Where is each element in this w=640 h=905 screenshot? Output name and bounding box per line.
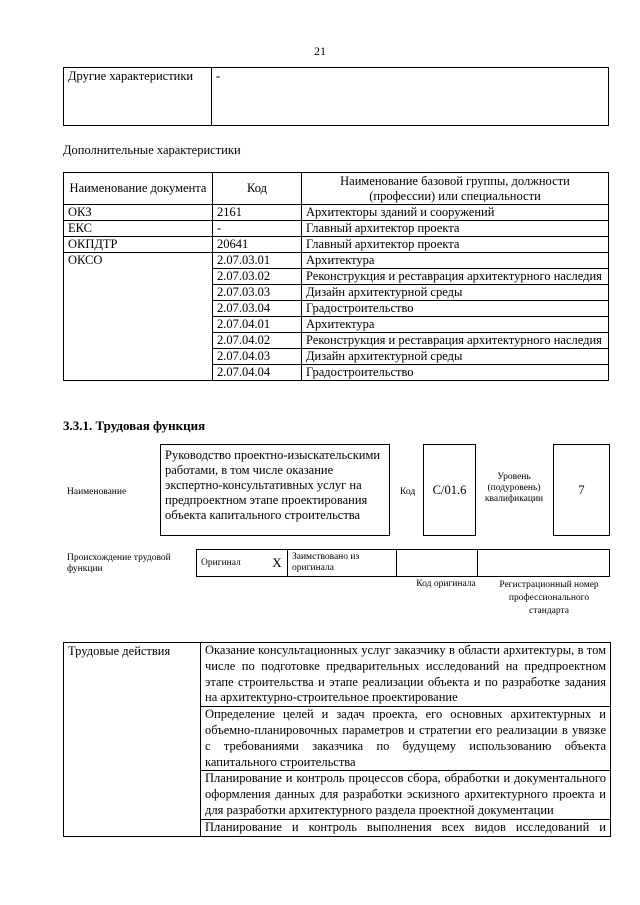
function-level-value: 7 [578, 482, 585, 497]
other-characteristics-table [63, 67, 609, 126]
origin-borrowed-label: Заимствовано из оригинала [288, 550, 397, 577]
function-level-box [553, 444, 610, 536]
origin-reg-caption: Регистрационный номер профессионального стандарта [499, 580, 599, 616]
row-name: Архитекторы зданий и сооружений [302, 205, 609, 221]
row-doc: ЕКС [64, 221, 213, 237]
actions-table [63, 642, 611, 837]
row-name: Архитектура [302, 317, 609, 333]
row-code: 20641 [213, 237, 302, 253]
other-characteristics-label: Другие характеристики [64, 68, 212, 126]
table-row [64, 237, 609, 253]
row-name: Реконструкция и реставрация архитектурного наследия [302, 333, 609, 349]
origin-label: Происхождение трудовой функции [67, 553, 171, 574]
function-name-label: Наименование [67, 487, 127, 497]
origin-original-mark: X [267, 550, 288, 577]
action-item: Оказание консультационных услуг заказчику в области архитектуры, в том числе по подготовке предварительных исследований на предпроектном этапе строительства и этапе реализации объекта и по разработке задания на архитектурно-строительное проектирование [201, 643, 611, 707]
extra-characteristics-table [63, 172, 609, 381]
section-heading: 3.3.1. Трудовая функция [63, 418, 206, 433]
action-item: Планирование и контроль выполнения всех видов исследований и [201, 819, 611, 836]
origin-original-label: Оригинал [197, 550, 268, 577]
row-code: 2.07.03.04 [213, 301, 302, 317]
function-name-value: Руководство проектно-изыскательскими работами, в том числе оказание экспертно-консультативных услуг на предпроектном этапе проектирования объекта капитального строительства [165, 448, 381, 522]
origin-code-cell [397, 550, 478, 577]
header-code: Код [213, 173, 302, 205]
function-code-label: Код [400, 487, 416, 497]
row-code: - [213, 221, 302, 237]
row-code: 2.07.04.03 [213, 349, 302, 365]
function-name-box [160, 444, 390, 536]
row-name: Дизайн архитектурной среды [302, 285, 609, 301]
row-doc: ОКПДТР [64, 237, 213, 253]
row-doc: ОКЗ [64, 205, 213, 221]
function-level-label: Уровень (подуровень) квалификации [484, 472, 544, 504]
action-item: Определение целей и задач проекта, его основных архитектурных и объемно-планировочных параметров и стратегии его реализации в увязке с требованиями заказчика по будущему использованию объекта капитального строительства [201, 707, 611, 771]
function-code-box [423, 444, 476, 536]
row-code: 2.07.03.01 [213, 253, 302, 269]
row-name: Дизайн архитектурной среды [302, 349, 609, 365]
row-name: Градостроительство [302, 301, 609, 317]
row-doc: ОКСО [64, 253, 213, 381]
extra-characteristics-title: Дополнительные характеристики [63, 143, 241, 157]
row-name: Архитектура [302, 253, 609, 269]
row-code: 2.07.04.04 [213, 365, 302, 381]
actions-label: Трудовые действия [64, 643, 201, 837]
function-code-value: C/01.6 [432, 482, 467, 497]
row-name: Главный архитектор проекта [302, 221, 609, 237]
row-code: 2161 [213, 205, 302, 221]
row-name: Главный архитектор проекта [302, 237, 609, 253]
row-name: Реконструкция и реставрация архитектурного наследия [302, 269, 609, 285]
row-code: 2.07.04.02 [213, 333, 302, 349]
other-characteristics-value: - [212, 68, 609, 126]
header-document: Наименование документа [64, 173, 213, 205]
page-number: 21 [314, 44, 326, 58]
table-row [64, 221, 609, 237]
origin-code-caption: Код оригинала [416, 579, 476, 589]
action-item: Планирование и контроль процессов сбора, обработки и документального оформления данных для разработки эскизного архитектурного проекта и для разработки архитектурного раздела проектной документации [201, 771, 611, 819]
table-row [64, 253, 609, 269]
header-name: Наименование базовой группы, должности (профессии) или специальности [302, 173, 609, 205]
row-code: 2.07.03.02 [213, 269, 302, 285]
row-code: 2.07.03.03 [213, 285, 302, 301]
table-row [64, 205, 609, 221]
origin-table [196, 549, 610, 577]
origin-reg-cell [478, 550, 610, 577]
row-name: Градостроительство [302, 365, 609, 381]
row-code: 2.07.04.01 [213, 317, 302, 333]
